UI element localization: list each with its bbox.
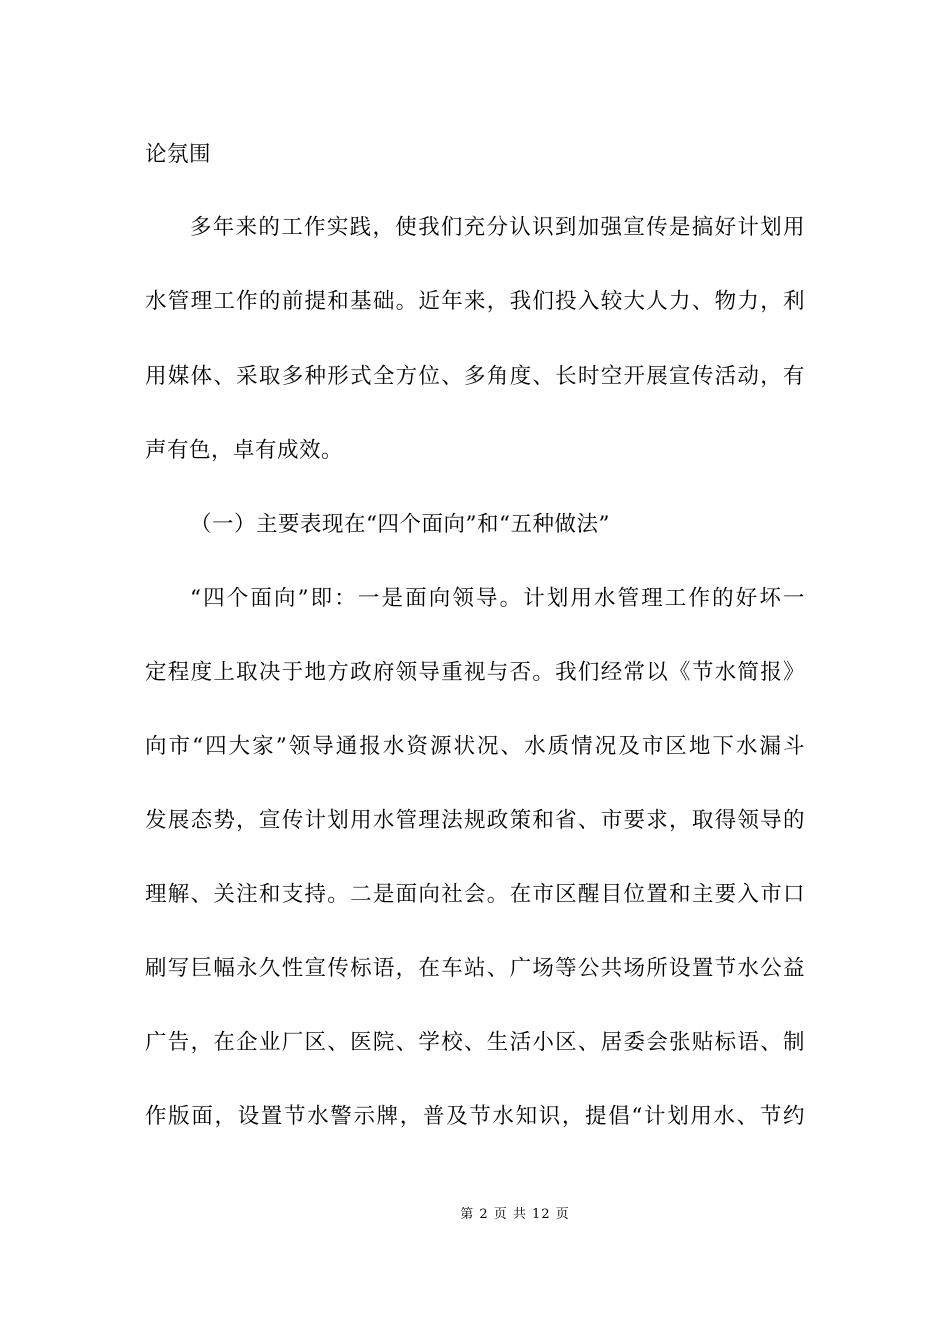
paragraph-first-line: “四个面向”即：一是面向领导。计划用水管理工作的好坏一 <box>190 586 805 611</box>
text-line: 理解、关注和支持。二是面向社会。在市区醒目位置和主要入市口 <box>145 882 805 907</box>
text-line: 广告，在企业厂区、医院、学校、生活小区、居委会张贴标语、制 <box>145 1030 805 1055</box>
text-line: 作版面，设置节水警示牌，普及节水知识，提倡“计划用水、节约 <box>145 1104 805 1129</box>
text-line: 发展态势，宣传计划用水管理法规政策和省、市要求，取得领导的 <box>145 808 805 833</box>
section-heading: （一）主要表现在“四个面向”和“五种做法” <box>190 512 610 537</box>
text-line: 用媒体、采取多种形式全方位、多角度、长时空开展宣传活动，有 <box>145 364 805 389</box>
text-line: 水管理工作的前提和基础。近年来，我们投入较大人力、物力，利 <box>145 289 805 314</box>
paragraph-first-line: 多年来的工作实践，使我们充分认识到加强宣传是搞好计划用 <box>190 215 805 240</box>
text-line: 声有色，卓有成效。 <box>145 438 344 463</box>
text-line: 定程度上取决于地方政府领导重视与否。我们经常以《节水简报》 <box>145 660 805 685</box>
text-line: 刷写巨幅永久性宣传标语，在车站、广场等公共场所设置节水公益 <box>145 956 805 981</box>
page-number-footer: 第 2 页 共 12 页 <box>460 1207 570 1222</box>
text-line: 论氛围 <box>145 142 212 167</box>
text-line: 向市“四大家”领导通报水资源状况、水质情况及市区地下水漏斗 <box>145 734 805 759</box>
